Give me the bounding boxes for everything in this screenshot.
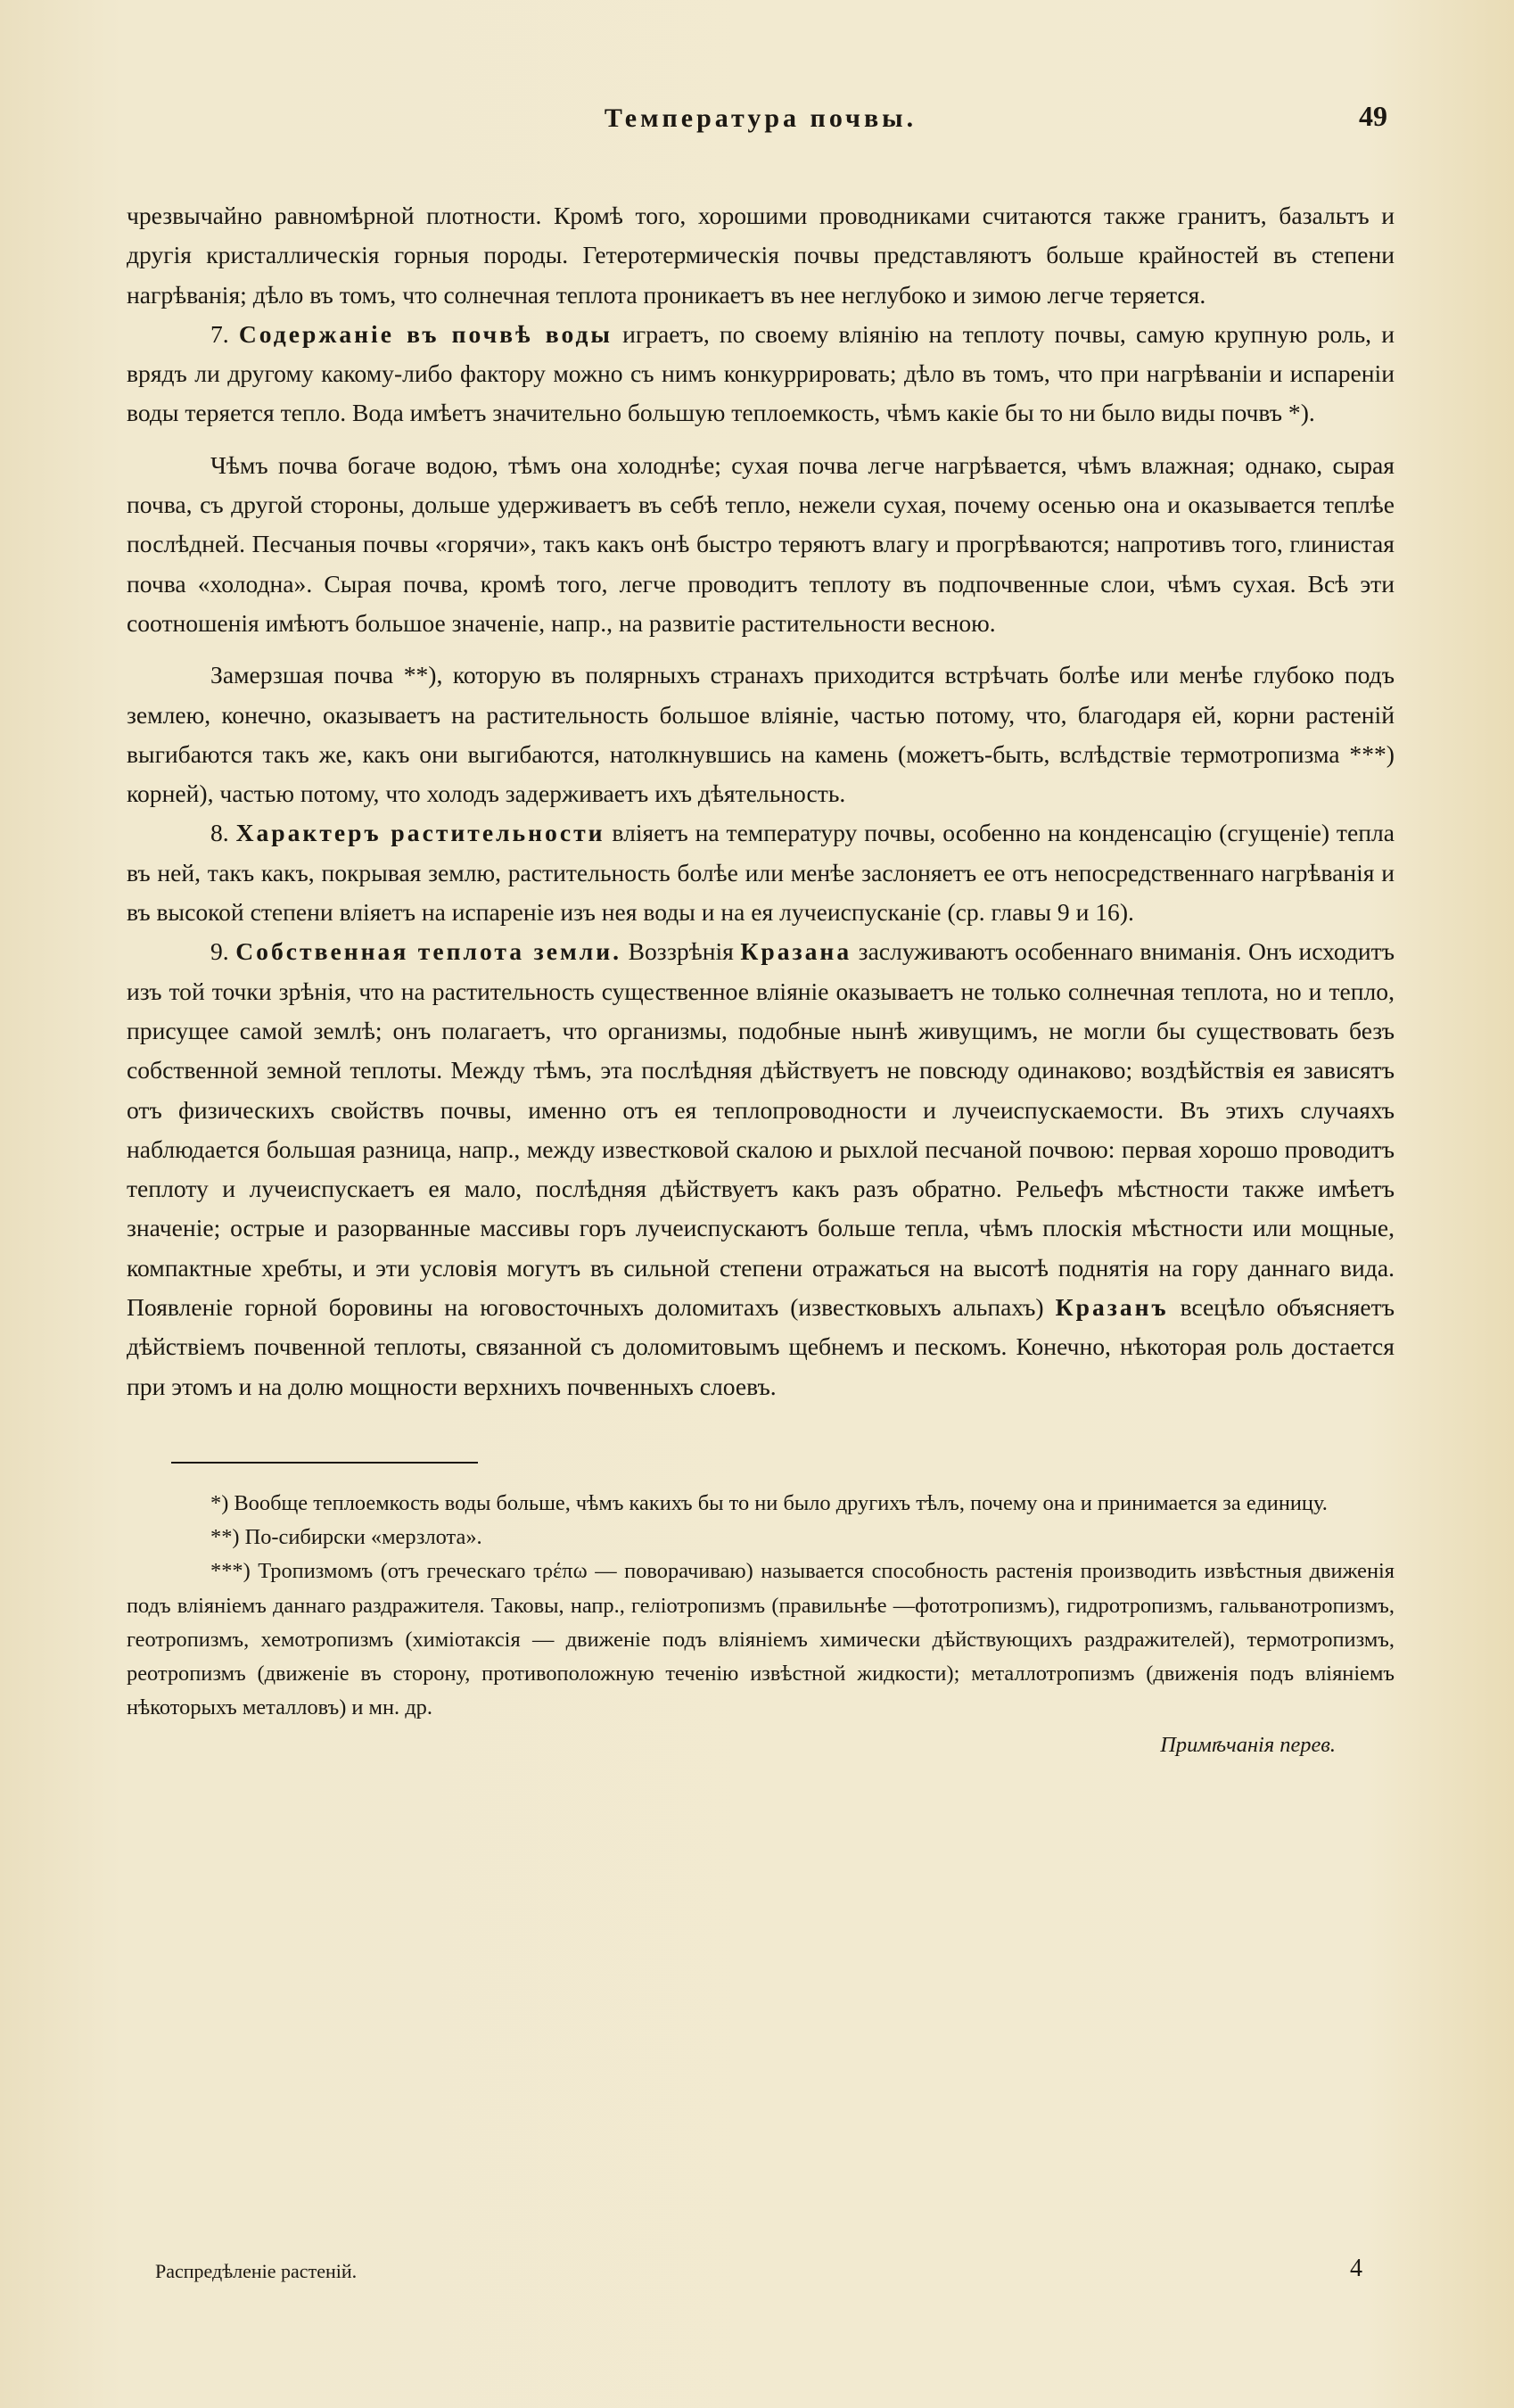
paragraph: Замерзшая почва **), которую въ полярныхъ странахъ приходится встрѣчать болѣе или менѣе глубоко подъ землею, конечно, оказываетъ на растительность большое вліяніе, частью потому, что, благодаря ей, корни растеній выгибаются такъ же, какъ они выгибаются, натолкнувшись на камень (можетъ-быть, вслѣдствіе термотропизма ***) корней), частью потому, что холодъ задерживаетъ ихъ дѣятельность. bbox=[127, 661, 1395, 808]
paragraph-section-7 bbox=[127, 315, 1395, 433]
paragraph-text: всецѣло объясняетъ дѣйствіемъ почвенной теплоты, связанной съ доломитовымъ щебнемъ и пескомъ. Конечно, нѣкоторая роль достается при этомъ и на долю мощности верхнихъ почвенныхъ слоевъ. bbox=[127, 1293, 1395, 1400]
section-number: 9. bbox=[210, 937, 229, 966]
page-footer bbox=[155, 2255, 1362, 2283]
translator-note: Примѣчанія перев. bbox=[1160, 1733, 1336, 1758]
footnote-2: **) По-сибирски «мерзлота». bbox=[210, 1525, 482, 1550]
running-head bbox=[127, 96, 1395, 150]
section-heading: Характеръ растительности bbox=[235, 819, 605, 847]
footer-book-title: Распредѣленіе растеній. bbox=[155, 2260, 358, 2282]
page-number: 49 bbox=[1359, 100, 1387, 132]
paragraph-continuation: чрезвычайно равномѣрной плотности. Кромѣ того, хорошими проводниками считаются также гранитъ, базальтъ и другія кристаллическія горныя породы. Гетеротермическія почвы представляютъ больше крайностей въ степени нагрѣванія; дѣло въ томъ, что солнечная теплота проникаетъ въ нее неглубоко и зимою легче теряется. bbox=[127, 202, 1395, 309]
footnote-3: ***) Тропизмомъ (отъ греческаго τρέπω — поворачиваю) называется способность растенія производить извѣстныя движенія подъ вліяніемъ даннаго раздражителя. Таковы, напр., геліотропизмъ (правильнѣе —фототропизмъ), гидротропизмъ, гальванотропизмъ, геотропизмъ, хемотропизмъ (химіотаксія — движеніе подъ вліяніемъ химически дѣйствующихъ раздражителей), термотропизмъ, реотропизмъ (движеніе въ сторону, противоположную теченію извѣстной жидкости); металлотропизмъ (движенія подъ вліяніемъ нѣкоторыхъ металловъ) и мн. др. bbox=[127, 1559, 1395, 1720]
paragraph: Чѣмъ почва богаче водою, тѣмъ она холоднѣе; сухая почва легче нагрѣвается, чѣмъ влажная; однако, сырая почва, съ другой стороны, дольше удерживаетъ въ себѣ тепло, нежели сухая, почему осенью она и оказывается теплѣе послѣдней. Песчаныя почвы «горячи», такъ какъ онѣ быстро теряютъ влагу и прогрѣваются; напротивъ того, глинистая почва «холодна». Сырая почва, кромѣ того, легче проводитъ теплоту въ подпочвенные слои, чѣмъ сухая. Всѣ эти соотношенія имѣютъ большое значеніе, напр., на развитіе растительности весною. bbox=[127, 450, 1395, 637]
paragraph-text: Воззрѣнія bbox=[628, 937, 734, 966]
paragraph-text: заслуживаютъ особеннаго вниманія. Онъ исходитъ изъ той точки зрѣнія, что на растительность существенное вліяніе оказываетъ не только солнечная теплота, но и тепло, присущее самой землѣ; онъ полагаетъ, что организмы, подобные нынѣ живущимъ, не могли бы существовать безъ собственной земной теплоты. Между тѣмъ, эта послѣдняя дѣйствуетъ не повсюду одинаково; воздѣйствія ея зависятъ отъ физическихъ свойствъ почвы, именно отъ ея теплопроводности и лучеиспускаемости. Въ этихъ случаяхъ наблюдается большая разница, напр., между известковой скалою и рыхлой песчаной почвою: первая хорошо проводитъ теплоту и лучеиспускаетъ ея мало, послѣдняя дѣйствуетъ какъ разъ обратно. Рельефъ мѣстности также имѣетъ значеніе; острые и разорванные массивы горъ лучеиспускаютъ больше тепла, чѣмъ плоскія мѣстности или мощные, компактные хребты, и эти условія могутъ въ сильной степени отражаться на высотѣ поднятія на гору даннаго вида. Появленіе горной боровины на юговосточныхъ доломитахъ (известковыхъ альпахъ) bbox=[127, 937, 1395, 1322]
signature-mark: 4 bbox=[1350, 2255, 1362, 2282]
paragraph-text: играетъ, по своему вліянію на теплоту почвы, самую крупную роль, и врядъ ли другому какому-либо фактору можно съ нимъ конкуррировать; дѣло въ томъ, что при нагрѣваніи и испареніи воды теряется тепло. Вода имѣетъ значительно большую теплоемкость, чѣмъ какіе бы то ни было виды почвъ *). bbox=[127, 319, 1395, 427]
paragraph-section-8 bbox=[127, 813, 1395, 932]
section-heading: Собственная теплота земли. bbox=[235, 937, 622, 966]
section-number: 8. bbox=[210, 819, 229, 847]
footnote-rule bbox=[171, 1462, 478, 1464]
section-heading: Содержаніе въ почвѣ воды bbox=[238, 319, 613, 348]
author-name: Кразанъ bbox=[1055, 1293, 1169, 1322]
paragraph-section-9 bbox=[127, 932, 1395, 1406]
running-title: Температура почвы. bbox=[604, 103, 917, 133]
footnote-1: *) Вообще теплоемкость воды больше, чѣмъ какихъ бы то ни было другихъ тѣлъ, почему она и принимается за единицу. bbox=[210, 1490, 1328, 1515]
section-number: 7. bbox=[210, 319, 229, 348]
author-name: Кразана bbox=[740, 937, 852, 966]
main-text bbox=[127, 196, 1395, 1406]
paragraph-text: вліяетъ на температуру почвы, особенно на конденсацію (сгущеніе) тепла въ ней, такъ какъ, покрывая землю, растительность болѣе или менѣе заслоняетъ ее отъ непосредственнаго нагрѣванія и въ высокой степени вліяетъ на испареніе изъ нея воды и на ея лучеиспусканіе (ср. главы 9 и 16). bbox=[127, 819, 1395, 927]
footnotes bbox=[127, 1487, 1395, 1763]
